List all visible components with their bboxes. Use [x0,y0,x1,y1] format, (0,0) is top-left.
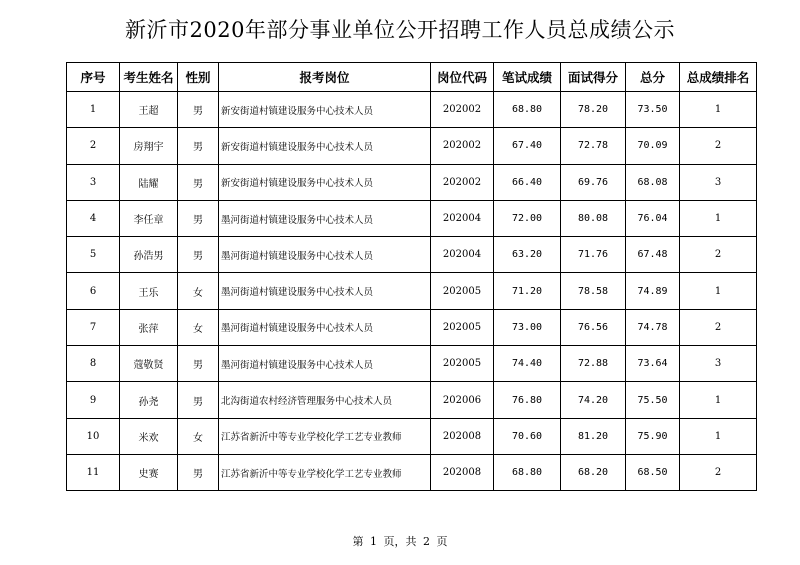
header-seq: 序号 [67,63,120,92]
cell-code: 202004 [431,200,494,236]
cell-total: 73.50 [626,92,680,128]
cell-name: 王乐 [120,273,178,309]
cell-name: 李任章 [120,200,178,236]
table-row [67,454,757,490]
cell-total: 74.78 [626,309,680,345]
cell-code: 202005 [431,273,494,309]
cell-gender: 男 [178,382,219,418]
header-written: 笔试成绩 [494,63,561,92]
cell-gender: 男 [178,346,219,382]
cell-post: 墨河街道村镇建设服务中心技术人员 [219,273,431,309]
header-total: 总分 [626,63,680,92]
cell-seq: 8 [67,346,120,382]
cell-rank: 2 [680,309,757,345]
cell-written: 74.40 [494,346,561,382]
cell-interview: 68.20 [561,454,626,490]
cell-interview: 76.56 [561,309,626,345]
cell-seq: 9 [67,382,120,418]
cell-interview: 69.76 [561,164,626,200]
cell-name: 陆耀 [120,164,178,200]
cell-seq: 7 [67,309,120,345]
cell-gender: 男 [178,454,219,490]
cell-written: 71.20 [494,273,561,309]
cell-written: 63.20 [494,237,561,273]
cell-gender: 男 [178,164,219,200]
table-row [67,237,757,273]
cell-name: 孙浩男 [120,237,178,273]
cell-written: 72.00 [494,200,561,236]
cell-name: 孙尧 [120,382,178,418]
cell-rank: 3 [680,346,757,382]
cell-written: 66.40 [494,164,561,200]
table-header-row [67,63,757,92]
cell-total: 74.89 [626,273,680,309]
cell-written: 67.40 [494,128,561,164]
table-body [67,92,757,491]
cell-post: 江苏省新沂中等专业学校化学工艺专业教师 [219,418,431,454]
table-row [67,200,757,236]
cell-post: 新安街道村镇建设服务中心技术人员 [219,92,431,128]
cell-code: 202006 [431,382,494,418]
cell-rank: 2 [680,237,757,273]
cell-interview: 78.20 [561,92,626,128]
results-table [66,62,757,491]
cell-gender: 女 [178,309,219,345]
cell-code: 202002 [431,164,494,200]
cell-name: 史赛 [120,454,178,490]
cell-rank: 1 [680,273,757,309]
table-row [67,346,757,382]
cell-code: 202005 [431,346,494,382]
cell-total: 70.09 [626,128,680,164]
cell-post: 墨河街道村镇建设服务中心技术人员 [219,237,431,273]
cell-seq: 3 [67,164,120,200]
header-rank: 总成绩排名 [680,63,757,92]
header-post: 报考岗位 [219,63,431,92]
cell-written: 70.60 [494,418,561,454]
cell-total: 75.50 [626,382,680,418]
table-row [67,92,757,128]
header-name: 考生姓名 [120,63,178,92]
cell-total: 73.64 [626,346,680,382]
cell-total: 68.08 [626,164,680,200]
cell-interview: 72.88 [561,346,626,382]
cell-interview: 78.58 [561,273,626,309]
cell-total: 76.04 [626,200,680,236]
cell-seq: 6 [67,273,120,309]
cell-gender: 男 [178,237,219,273]
cell-rank: 1 [680,92,757,128]
table-row [67,273,757,309]
cell-post: 墨河街道村镇建设服务中心技术人员 [219,346,431,382]
cell-interview: 74.20 [561,382,626,418]
cell-seq: 5 [67,237,120,273]
cell-post: 新安街道村镇建设服务中心技术人员 [219,164,431,200]
cell-name: 蔻敬贤 [120,346,178,382]
cell-written: 68.80 [494,454,561,490]
cell-code: 202008 [431,454,494,490]
cell-seq: 4 [67,200,120,236]
cell-total: 75.90 [626,418,680,454]
cell-written: 73.00 [494,309,561,345]
cell-name: 米欢 [120,418,178,454]
cell-gender: 女 [178,273,219,309]
cell-interview: 72.78 [561,128,626,164]
cell-rank: 1 [680,382,757,418]
cell-gender: 男 [178,200,219,236]
cell-seq: 10 [67,418,120,454]
table-row [67,309,757,345]
cell-code: 202004 [431,237,494,273]
cell-post: 江苏省新沂中等专业学校化学工艺专业教师 [219,454,431,490]
cell-written: 76.80 [494,382,561,418]
table-row [67,418,757,454]
cell-post: 新安街道村镇建设服务中心技术人员 [219,128,431,164]
cell-code: 202008 [431,418,494,454]
cell-gender: 男 [178,92,219,128]
cell-code: 202005 [431,309,494,345]
header-interview: 面试得分 [561,63,626,92]
cell-seq: 1 [67,92,120,128]
table-row [67,382,757,418]
cell-total: 67.48 [626,237,680,273]
cell-gender: 男 [178,128,219,164]
page-title: 新沂市2020年部分事业单位公开招聘工作人员总成绩公示 [125,18,675,42]
cell-rank: 2 [680,128,757,164]
cell-name: 王超 [120,92,178,128]
cell-code: 202002 [431,92,494,128]
cell-interview: 80.08 [561,200,626,236]
cell-interview: 81.20 [561,418,626,454]
cell-rank: 1 [680,418,757,454]
cell-seq: 2 [67,128,120,164]
cell-total: 68.50 [626,454,680,490]
cell-post: 墨河街道村镇建设服务中心技术人员 [219,200,431,236]
cell-post: 北沟街道农村经济管理服务中心技术人员 [219,382,431,418]
cell-rank: 3 [680,164,757,200]
cell-interview: 71.76 [561,237,626,273]
cell-seq: 11 [67,454,120,490]
page-footer: 第 1 页，共 2 页 [352,535,448,548]
cell-name: 张萍 [120,309,178,345]
cell-code: 202002 [431,128,494,164]
header-code: 岗位代码 [431,63,494,92]
cell-post: 墨河街道村镇建设服务中心技术人员 [219,309,431,345]
cell-gender: 女 [178,418,219,454]
cell-name: 房翔宇 [120,128,178,164]
cell-rank: 2 [680,454,757,490]
table-row [67,164,757,200]
cell-rank: 1 [680,200,757,236]
header-gender: 性别 [178,63,219,92]
table-row [67,128,757,164]
cell-written: 68.80 [494,92,561,128]
